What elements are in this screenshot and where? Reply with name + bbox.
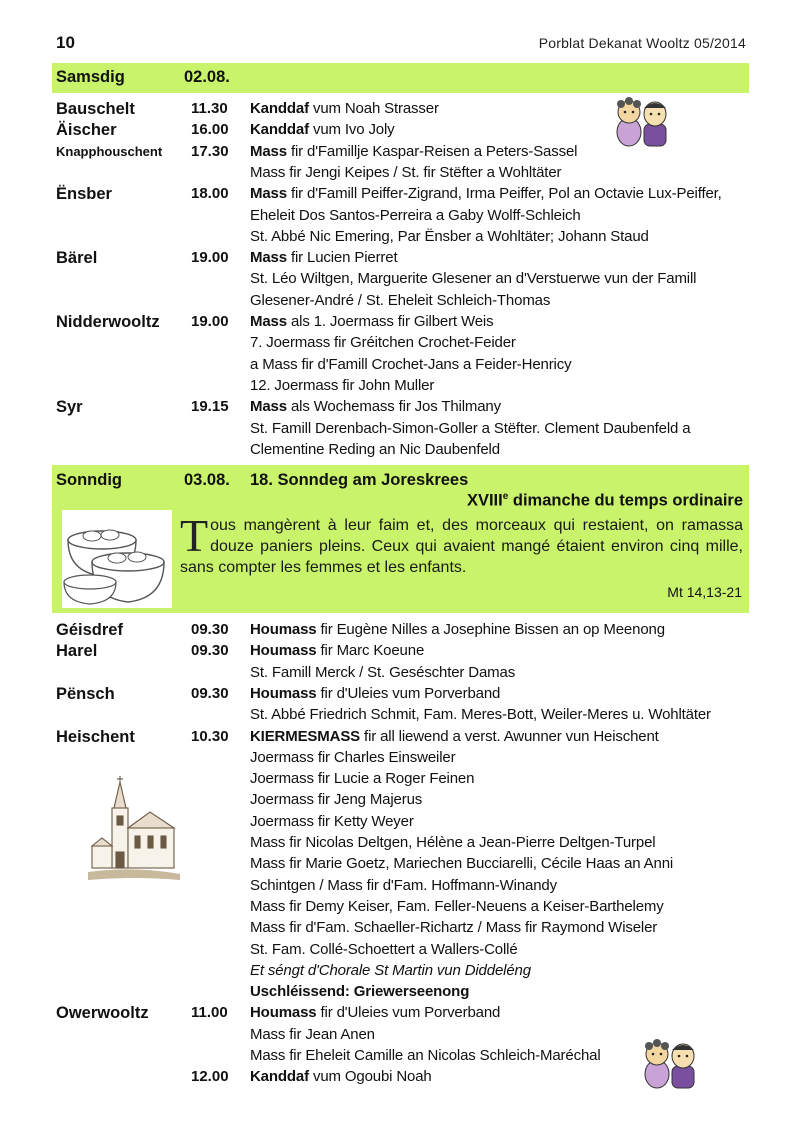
intention-detail: Joermass fir Lucie a Roger Feinen	[250, 770, 475, 788]
intention-detail: Mass fir Demy Keiser, Fam. Feller-Neuens a Keiser-Barthelemy	[250, 897, 664, 915]
schedule-row	[0, 875, 800, 897]
schedule-row	[0, 162, 800, 184]
intention-detail: Schintgen / Mass fir d'Fam. Hoffmann-Winandy	[250, 876, 557, 894]
schedule-row	[0, 226, 800, 248]
intention-detail: St. Léo Wiltgen, Marguerite Glesener an d'Verstuerwe vun der Famill	[250, 270, 697, 288]
intention-text	[250, 141, 577, 163]
service-type: Uschléissend: Griewerseenong	[250, 983, 470, 1001]
mass-time: 09.30	[191, 621, 229, 638]
intention-text	[250, 1024, 375, 1046]
schedule-row	[0, 332, 800, 354]
intention-text	[250, 183, 722, 205]
intention-detail: St. Famill Merck / St. Geséschter Damas	[250, 663, 516, 681]
place-name: Harel	[56, 642, 98, 661]
schedule-row	[0, 98, 800, 120]
intention-detail: fir d'Famill Peiffer-Zigrand, Irma Peiffer, Pol an Octavie Lux-Peiffer,	[286, 185, 722, 203]
schedule-row	[0, 205, 800, 227]
day-label: Samsdig	[56, 68, 125, 86]
schedule-row	[0, 439, 800, 461]
service-type: Mass	[250, 249, 287, 267]
place-name: Nidderwooltz	[56, 313, 160, 331]
schedule-row	[0, 247, 800, 269]
schedule-row	[0, 183, 800, 205]
intention-text	[250, 332, 516, 354]
schedule-row	[0, 290, 800, 312]
intention-detail: St. Abbé Nic Emering, Par Ënsber a Wohltäter; Johann Staud	[250, 227, 649, 245]
service-type: Houmass	[250, 1004, 317, 1022]
intention-text	[250, 1002, 500, 1024]
intention-text	[250, 375, 434, 397]
intention-text	[250, 640, 424, 662]
intention-text	[250, 396, 501, 418]
place-name: Bauschelt	[56, 100, 135, 118]
intention-detail: Mass fir Nicolas Deltgen, Hélène a Jean-Pierre Deltgen-Turpel	[250, 834, 656, 851]
mass-time: 10.30	[191, 727, 229, 745]
schedule-row	[0, 726, 800, 748]
schedule-row	[0, 832, 800, 854]
mass-time: 11.30	[191, 100, 228, 117]
schedule-row	[0, 917, 800, 939]
intention-detail: St. Famill Derenbach-Simon-Goller a Stëfter. Clement Daubenfeld a	[250, 419, 691, 437]
place-name: Syr	[56, 398, 83, 417]
quote-dropcap: T	[180, 510, 209, 561]
place-name: Owerwooltz	[56, 1004, 149, 1023]
intention-detail: vum Ogoubi Noah	[308, 1068, 432, 1086]
intention-detail: fir d'Uleies vum Porverband	[316, 1004, 501, 1022]
service-type: Mass	[250, 185, 287, 203]
intention-detail: 12. Joermass fir John Muller	[250, 376, 435, 394]
service-type: Houmass	[250, 642, 317, 660]
intention-detail: Joermass fir Jeng Majerus	[250, 791, 423, 809]
intention-detail: Glesener-André / St. Eheleit Schleich-Thomas	[250, 291, 551, 309]
intention-text	[250, 917, 657, 939]
date-label: 02.08.	[184, 68, 230, 86]
intention-text	[250, 853, 673, 875]
intention-text	[250, 875, 557, 897]
schedule-row	[0, 375, 800, 397]
schedule-row	[0, 640, 800, 662]
service-type: Kanddaf	[250, 1068, 309, 1086]
intention-detail: St. Abbé Friedrich Schmit, Fam. Meres-Bott, Weiler-Meres u. Wohltäter	[250, 706, 711, 724]
place-name: Ënsber	[56, 185, 112, 204]
intention-text	[250, 1045, 601, 1067]
schedule-row	[0, 662, 800, 684]
intention-detail: Mass fir Jengi Keipes / St. fir Stëfter a Wohltäter	[250, 163, 562, 181]
mass-time: 18.00	[191, 185, 229, 203]
schedule-row	[0, 396, 800, 418]
intention-text	[250, 162, 561, 184]
place-name: Äischer	[56, 121, 117, 140]
intention-detail: fir d'Famillje Kaspar-Reisen a Peters-Sassel	[286, 142, 578, 160]
intention-text	[250, 747, 455, 769]
intention-detail: fir Marc Koeune	[316, 642, 425, 660]
intention-detail: als Wochemass fir Jos Thilmany	[286, 398, 501, 416]
intention-detail: a Mass fir d'Famill Crochet-Jans a Feider-Henricy	[250, 355, 572, 373]
mass-time: 17.30	[191, 142, 229, 160]
intention-text	[250, 896, 664, 918]
intention-detail: Mass fir Marie Goetz, Mariechen Bucciarelli, Cécile Haas an Anni	[250, 855, 674, 873]
intention-text	[250, 98, 439, 120]
intention-text	[250, 226, 649, 248]
intention-detail: St. Fam. Collé-Schoettert a Wallers-Collé	[250, 940, 518, 958]
intention-text	[250, 662, 515, 684]
schedule-row	[0, 981, 800, 1003]
service-type: Kanddaf	[250, 100, 309, 117]
service-type: Houmass	[250, 621, 317, 638]
saturday-band	[52, 63, 749, 93]
mass-time: 09.30	[191, 642, 229, 660]
place-name: Géisdref	[56, 621, 123, 639]
schedule-row	[0, 896, 800, 918]
page-header	[56, 33, 746, 55]
service-type: KIERMESMASS	[250, 727, 361, 745]
intention-text	[250, 939, 518, 961]
intention-text	[250, 768, 474, 790]
intention-text	[250, 704, 711, 726]
mass-time: 19.00	[191, 249, 229, 267]
service-type: Mass	[250, 398, 287, 416]
intention-detail: fir all liewend a verst. Awunner vun Heischent	[360, 727, 659, 745]
intention-text	[250, 789, 422, 811]
mass-time: 19.00	[191, 313, 229, 330]
bread-baskets-image	[62, 510, 172, 608]
schedule-row	[0, 141, 800, 163]
schedule-row	[0, 418, 800, 440]
schedule-row	[0, 960, 800, 982]
page-number: 10	[56, 33, 75, 52]
mass-time: 12.00	[191, 1068, 229, 1086]
day-label: Sonndig	[56, 471, 122, 489]
intention-detail: vum Noah Strasser	[308, 100, 439, 117]
intention-text	[250, 1066, 432, 1088]
place-name: Heischent	[56, 727, 135, 746]
intention-text	[250, 354, 571, 376]
intention-detail: vum Ivo Joly	[308, 121, 395, 139]
baptism-children-icon	[640, 1038, 700, 1090]
intention-detail: als 1. Joermass fir Gilbert Weis	[286, 313, 494, 330]
intention-detail: Mass fir Eheleit Camille an Nicolas Schleich-Maréchal	[250, 1047, 601, 1064]
schedule-row	[0, 619, 800, 641]
schedule-row	[0, 811, 800, 833]
intention-detail: Mass fir Jean Anen	[250, 1025, 375, 1043]
intention-text	[250, 981, 469, 1003]
quote-reference: Mt 14,13-21	[667, 584, 742, 600]
schedule-row	[0, 939, 800, 961]
intention-detail: Joermass fir Charles Einsweiler	[250, 748, 456, 766]
intention-text	[250, 811, 414, 833]
intention-detail: Clementine Reding an Nic Daubenfeld	[250, 440, 500, 458]
intention-detail: fir d'Uleies vum Porverband	[316, 684, 501, 702]
quote-text: ous mangèrent à leur faim et, des morceaux qui restaient, on ramassa douze paniers pleins. Ceux qui avaient mangé étaient environ cinq mille, sans compter les femmes et les enfants.	[180, 517, 743, 576]
intention-detail: 7. Joermass fir Gréitchen Crochet-Feider	[250, 334, 516, 352]
service-type: Mass	[250, 142, 287, 160]
schedule-row	[0, 683, 800, 705]
service-type: Houmass	[250, 684, 317, 702]
intention-detail: Mass fir d'Fam. Schaeller-Richartz / Mass fir Raymond Wiseler	[250, 919, 658, 937]
schedule-row	[0, 268, 800, 290]
intention-text	[250, 311, 493, 333]
schedule-row	[0, 768, 800, 790]
schedule-row	[0, 704, 800, 726]
schedule-row	[0, 311, 800, 333]
mass-time: 19.15	[191, 398, 229, 416]
schedule-row	[0, 354, 800, 376]
intention-text	[250, 619, 665, 641]
intention-text	[250, 960, 531, 982]
intention-detail: Et séngt d'Chorale St Martin vun Diddeléng	[250, 961, 531, 979]
schedule-row	[0, 119, 800, 141]
intention-detail: fir Eugène Nilles a Josephine Bissen an op Meenong	[316, 621, 665, 638]
feast-title: 18. Sonndeg am Joreskrees	[250, 471, 469, 489]
service-type: Kanddaf	[250, 121, 309, 139]
intention-text	[250, 832, 655, 854]
intention-text	[250, 290, 550, 312]
intention-text	[250, 119, 395, 141]
intention-detail: Joermass fir Ketty Weyer	[250, 812, 414, 830]
place-name: Knapphouschent	[56, 143, 163, 159]
intention-text	[250, 247, 397, 269]
schedule-row	[0, 853, 800, 875]
date-label: 03.08.	[184, 471, 230, 489]
publication-title: Porblat Dekanat Wooltz 05/2014	[538, 35, 746, 51]
feast-title-fr: XVIIIe dimanche du temps ordinaire	[466, 491, 743, 510]
intention-detail: fir Lucien Pierret	[286, 249, 398, 267]
intention-text	[250, 205, 581, 227]
place-name: Bärel	[56, 249, 98, 268]
schedule-row	[0, 747, 800, 769]
place-name: Pënsch	[56, 684, 115, 703]
intention-text	[250, 683, 500, 705]
mass-time: 11.00	[191, 1004, 228, 1022]
intention-detail: Eheleit Dos Santos-Perreira a Gaby Wolff-Schleich	[250, 206, 581, 224]
mass-time: 09.30	[191, 684, 229, 702]
mass-time: 16.00	[191, 121, 229, 139]
intention-text	[250, 439, 500, 461]
intention-text	[250, 268, 696, 290]
intention-text	[250, 726, 659, 748]
intention-text	[250, 418, 690, 440]
service-type: Mass	[250, 313, 287, 330]
gospel-quote	[180, 510, 743, 578]
schedule-row	[0, 789, 800, 811]
schedule-row	[0, 1002, 800, 1024]
